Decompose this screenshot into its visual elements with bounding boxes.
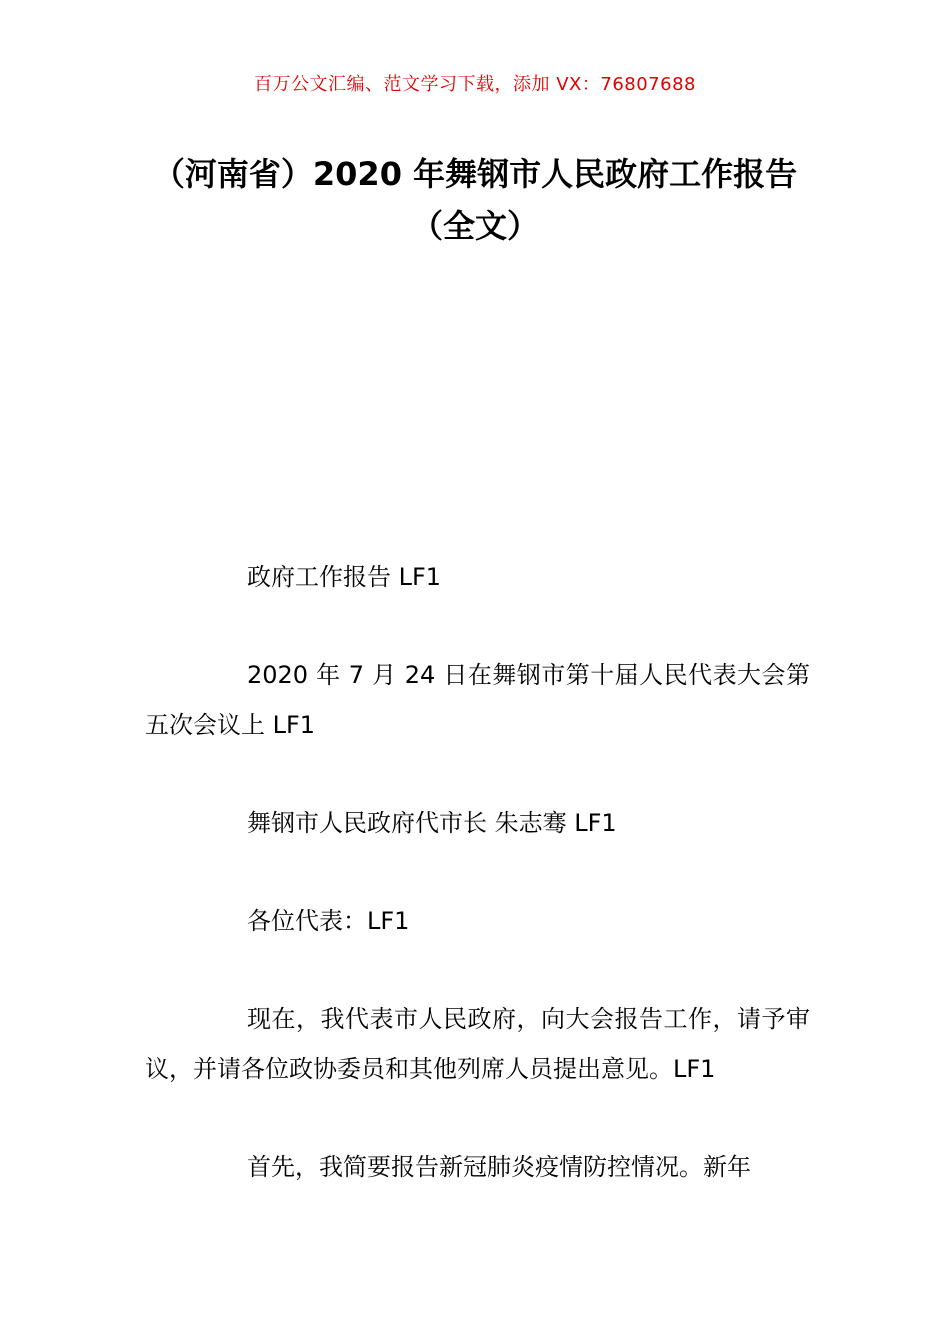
paragraph: 现在，我代表市人民政府，向大会报告工作，请予审议，并请各位政协委员和其他列席人员提出意见。LF1 — [145, 1005, 810, 1083]
paragraph: 政府工作报告 LF1 — [247, 563, 442, 591]
paragraph: 各位代表：LF1 — [247, 907, 410, 935]
paragraph: 首先，我简要报告新冠肺炎疫情防控情况。新年 — [247, 1153, 751, 1181]
document-body — [145, 552, 810, 1240]
header-note: 百万公文汇编、范文学习下载，添加 VX：76807688 — [254, 74, 696, 95]
document-title: （河南省）2020 年舞钢市人民政府工作报告（全文） — [152, 155, 798, 245]
paragraph: 2020 年 7 月 24 日在舞钢市第十届人民代表大会第五次会议上 LF1 — [145, 661, 810, 739]
paragraph: 舞钢市人民政府代市长 朱志骞 LF1 — [247, 809, 617, 837]
